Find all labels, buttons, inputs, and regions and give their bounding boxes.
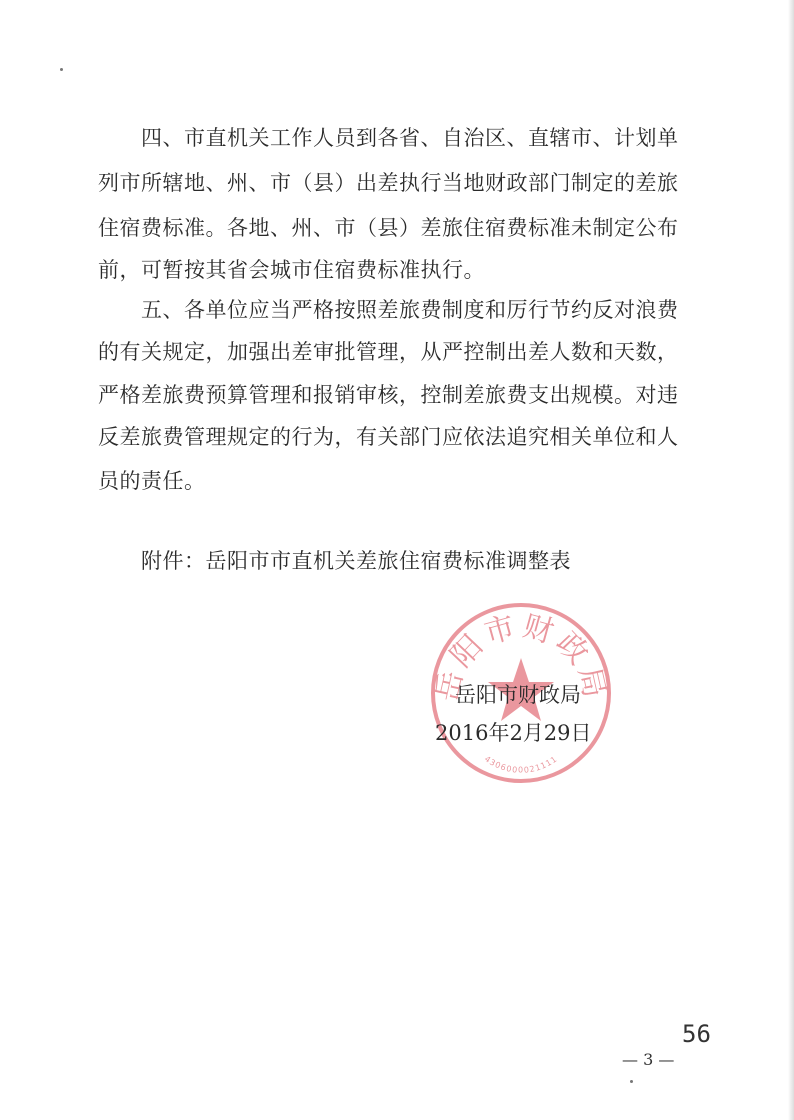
attachment-line: 附件：岳阳市市直机关差旅住宿费标准调整表 — [141, 549, 571, 573]
paragraph-four-line-2: 列市所辖地、州、市（县）出差执行当地财政部门制定的差旅 — [98, 171, 679, 195]
seal-arc-text: 岳阳市财政局 — [429, 608, 613, 705]
paragraph-five-line-5: 员的责任。 — [98, 469, 206, 493]
paragraph-five-line-2: 的有关规定，加强出差审批管理，从严控制出差人数和天数， — [98, 340, 679, 364]
scan-speck — [630, 1080, 633, 1083]
paragraph-four-line-4: 前，可暂按其省会城市住宿费标准执行。 — [98, 258, 485, 282]
seal-serial: 4306000021111 — [482, 754, 560, 775]
paragraph-five-line-1: 五、各单位应当严格按照差旅费制度和厉行节约反对浪费 — [141, 298, 679, 322]
scan-edge — [788, 0, 794, 1120]
paragraph-five-line-4: 反差旅费管理规定的行为，有关部门应依法追究相关单位和人 — [98, 425, 679, 449]
scan-speck — [60, 68, 63, 71]
signature-date: 2016年2月29日 — [435, 721, 592, 745]
signature-org: 岳阳市财政局 — [455, 683, 581, 707]
page-footer: — 3 — — [622, 1050, 675, 1069]
paragraph-four-line-3: 住宿费标准。各地、州、市（县）差旅住宿费标准未制定公布 — [98, 216, 679, 240]
paragraph-four-line-1: 四、市直机关工作人员到各省、自治区、直辖市、计划单 — [141, 126, 679, 150]
page-number: 56 — [682, 1020, 711, 1048]
paragraph-five-line-3: 严格差旅费预算管理和报销审核，控制差旅费支出规模。对违 — [98, 383, 679, 407]
